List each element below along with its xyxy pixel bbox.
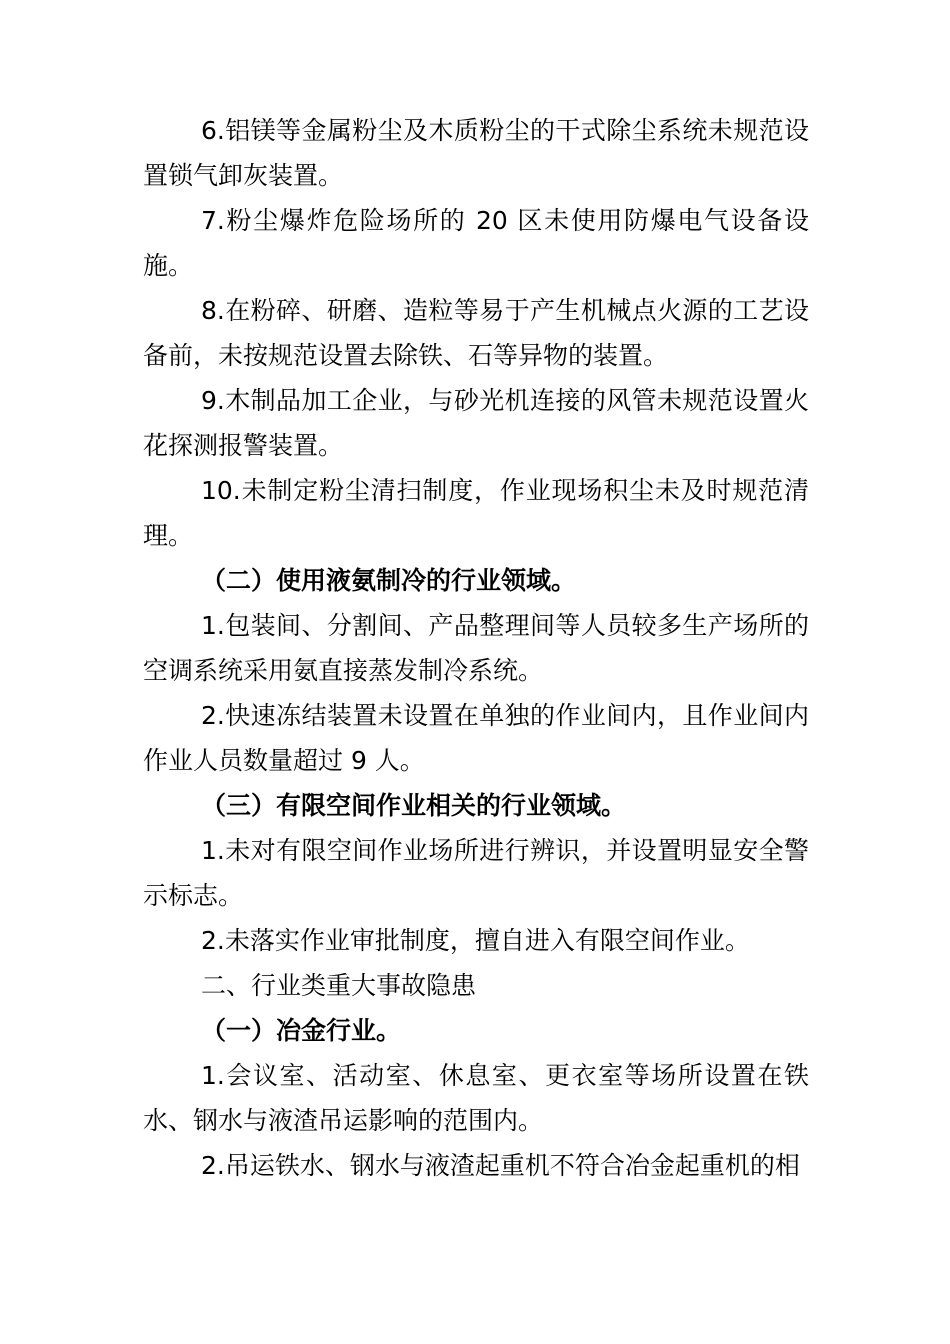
- paragraph-metallurgy-2: 2.吊运铁水、钢水与液渣起重机不符合冶金起重机的相: [201, 1151, 800, 1180]
- document-page: [143, 108, 809, 1188]
- section-heading-confined-space: （三）有限空间作业相关的行业领域。: [201, 791, 627, 820]
- paragraph-item-6: 6.铝镁等金属粉尘及木质粉尘的干式除尘系统未规范设置锁气卸灰装置。: [143, 116, 809, 190]
- section-heading-metallurgy: （一）冶金行业。: [201, 1016, 402, 1045]
- paragraph-item-8: 8.在粉碎、研磨、造粒等易于产生机械点火源的工艺设备前，未按规范设置去除铁、石等异物的装置。: [143, 296, 809, 370]
- paragraph-confined-1: 1.未对有限空间作业场所进行辨识，并设置明显安全警示标志。: [143, 836, 809, 910]
- paragraph-ammonia-1: 1.包装间、分割间、产品整理间等人员较多生产场所的空调系统采用氨直接蒸发制冷系统。: [143, 611, 809, 685]
- paragraph-item-10: 10.未制定粉尘清扫制度，作业现场积尘未及时规范清理。: [143, 476, 809, 550]
- section-heading-liquid-ammonia: （二）使用液氨制冷的行业领域。: [201, 566, 577, 595]
- paragraph-ammonia-2: 2.快速冻结装置未设置在单独的作业间内，且作业间内作业人员数量超过 9 人。: [143, 701, 809, 775]
- paragraph-metallurgy-1: 1.会议室、活动室、休息室、更衣室等场所设置在铁水、钢水与液渣吊运影响的范围内。: [143, 1061, 809, 1135]
- paragraph-item-9: 9.木制品加工企业，与砂光机连接的风管未规范设置火花探测报警装置。: [143, 386, 809, 460]
- paragraph-item-7: 7.粉尘爆炸危险场所的 20 区未使用防爆电气设备设施。: [143, 206, 809, 280]
- paragraph-confined-2: 2.未落实作业审批制度，擅自进入有限空间作业。: [201, 926, 750, 955]
- section-heading-industry-hazards: 二、行业类重大事故隐患: [201, 971, 477, 1000]
